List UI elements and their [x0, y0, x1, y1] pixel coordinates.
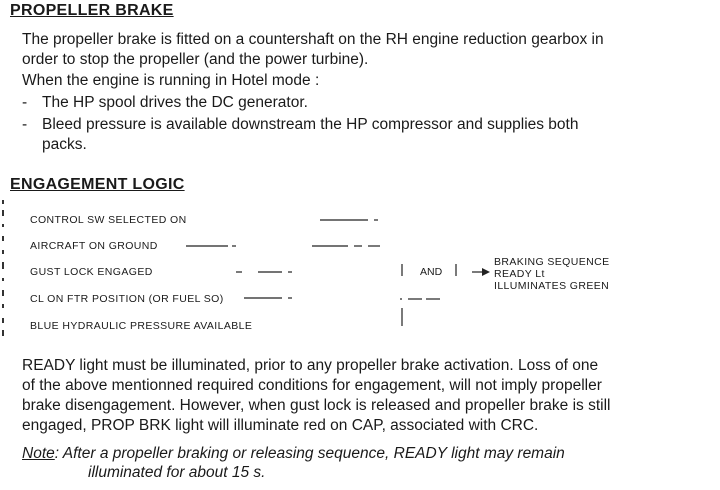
output-arrow [482, 268, 490, 276]
paragraph-line: order to stop the propeller (and the power turbine). [22, 51, 369, 68]
condition-label: BLUE HYDRAULIC PRESSURE AVAILABLE [30, 320, 253, 332]
note-text: : After a propeller braking or releasing sequence, READY light may remain [54, 445, 565, 462]
section-title-engagement-logic: ENGAGEMENT LOGIC [10, 176, 185, 193]
condition-label: CONTROL SW SELECTED ON [30, 214, 187, 226]
paragraph-line: of the above mentionned required conditions for engagement, will not imply propeller [22, 377, 602, 394]
paragraph-line: When the engine is running in Hotel mode : [22, 72, 320, 89]
section-title-propeller-brake: PROPELLER BRAKE [10, 2, 174, 19]
result-label: READY Lt [494, 268, 545, 280]
condition-label: GUST LOCK ENGAGED [30, 266, 153, 278]
result-label: BRAKING SEQUENCE [494, 256, 610, 268]
condition-label: AIRCRAFT ON GROUND [30, 240, 158, 252]
bullet-text: Bleed pressure is available downstream the HP compressor and supplies both [42, 116, 579, 133]
bullet-item [22, 115, 578, 135]
condition-label: CL ON FTR POSITION (OR FUEL SO) [30, 293, 224, 305]
paragraph-line: READY light must be illuminated, prior to any propeller brake activation. Loss of one [22, 357, 599, 374]
logic-diagram-lines [0, 200, 720, 350]
note-label: Note [22, 445, 55, 462]
and-gate-label: AND [420, 266, 443, 278]
bullet-dash: - [22, 94, 28, 111]
bullet-dash: - [22, 116, 28, 133]
note-line: illuminated for about 15 s. [88, 464, 266, 481]
bullet-item [22, 93, 308, 113]
paragraph-line: brake disengagement. However, when gust lock is released and propeller brake is still [22, 397, 611, 414]
bullet-continuation: packs. [42, 136, 87, 153]
result-label: ILLUMINATES GREEN [494, 280, 610, 292]
paragraph-line: The propeller brake is fitted on a countershaft on the RH engine reduction gearbox in [22, 31, 604, 48]
paragraph-line: engaged, PROP BRK light will illuminate red on CAP, associated with CRC. [22, 417, 539, 434]
note-line [22, 444, 565, 463]
bullet-text: The HP spool drives the DC generator. [42, 94, 308, 111]
scan-margin-marks [0, 200, 10, 340]
